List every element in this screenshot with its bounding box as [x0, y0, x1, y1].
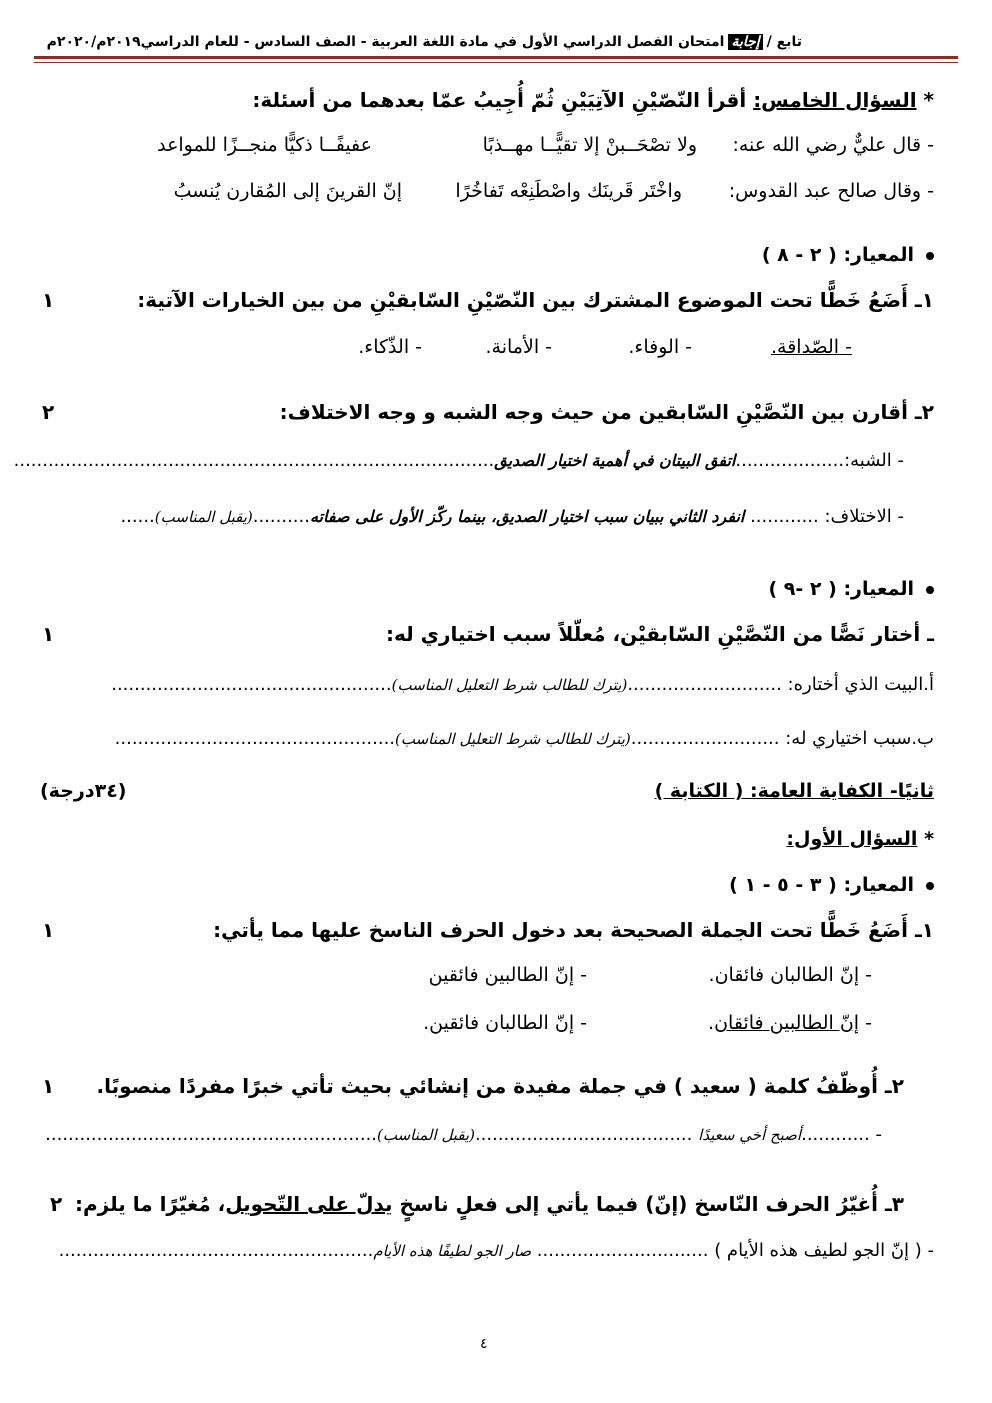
difference-line: - الاختلاف: ............ انفرد الثاني ببيان سبب اختيار الصديق، بينما ركّز الأول على صفاته..........(يقبل المناسب)......: [120, 506, 904, 527]
criterion-value: ( ٣ - ٥ - ١ ): [729, 874, 837, 896]
accept-note: (يقبل المناسب): [377, 1126, 475, 1144]
verse2-hemistich1: واخْتَر قَرينَك واصْطَنِعْه تَفاخُرًا: [455, 180, 682, 202]
dash: -: [875, 1124, 882, 1145]
item1-option-intelligence: - الذّكاء.: [358, 336, 422, 358]
similarity-line: - الشبه:...................اتفق البيتان في أهمية اختيار الصديق....................................................................................: [13, 450, 904, 471]
criterion-2: [768, 578, 934, 600]
header-rule-thick: [34, 56, 958, 59]
similarity-answer: اتفق البيتان في أهمية اختيار الصديق: [494, 451, 736, 470]
header-rule-thin: [34, 62, 958, 63]
item5-answer-line: - ............أصبح أخي سعيدًا ......................................(يقبل المناسب)..........................................................: [45, 1124, 882, 1145]
star-mark: *: [924, 828, 934, 850]
item4-option-1: - إنّ الطالبان فائقان.: [708, 964, 872, 986]
criterion-value: ( ٢ - ٨ ): [761, 244, 837, 266]
bullet-icon: [926, 882, 934, 890]
section2-title: ثانيًا- الكفاية العامة: ( الكتابة ): [654, 780, 934, 802]
page-number: ٤: [480, 1336, 488, 1352]
item4-option-2: - إنّ الطالبين فائقين: [428, 964, 587, 986]
page-header: [47, 34, 802, 50]
criterion-value: ( ٢ -٩ ): [768, 578, 837, 600]
accept-note: (يقبل المناسب): [154, 508, 253, 526]
correct-option: إنّ الطالبين فائقان: [714, 1012, 860, 1034]
item4-option-3: [708, 1012, 872, 1034]
item3-b-answer: (يترك للطالب شرط التعليل المناسب): [395, 730, 631, 748]
item3-b-line: ب.سبب اختياري له: ..........................(يترك للطالب شرط التعليل المناسب).................................................: [114, 728, 934, 749]
item1-option-loyalty: - الوفاء.: [628, 336, 692, 358]
option-label: - الصّداقة.: [770, 336, 852, 358]
item1-text: ١ـ أَضَعُ خَطًّا تحت الموضوع المشترك بين النّصّيْنِ السّابقيْنِ من بين الخيارات الآتية:: [137, 288, 934, 312]
difference-answer: انفرد الثاني ببيان سبب اختيار الصديق، بينما ركّز الأول على صفاته: [309, 507, 745, 526]
item6-text: [75, 1192, 904, 1216]
item3-mark: ١: [42, 622, 55, 646]
item2-mark: ٢: [42, 400, 55, 424]
bullet-icon: [926, 586, 934, 594]
verse1-hemistich1: ولا تصْحَــبنْ إلا تقيًّــا مهــذبًا: [482, 134, 697, 156]
item3-text: ـ أختار نَصًّا من النّصَّيْنِ السّابقيْن، مُعلّلاً سبب اختياري له:: [386, 622, 934, 646]
verse2-hemistich2: إنّ القرينَ إلى المُقارن يُنسبُ: [173, 180, 402, 202]
option-prefix: -: [859, 1012, 872, 1034]
criterion-label: المعيار:: [843, 874, 914, 896]
header-part2: امتحان الفصل الدراسي الأول في مادة اللغة العربية - الصف السادس - للعام الدراسي٢٠١٩م/٢٠٢٠م: [46, 34, 725, 50]
section2-grade: (٣٤درجة): [40, 780, 127, 802]
item6-text-b: ، مُغيّرًا ما يلزم:: [74, 1192, 226, 1216]
verse1-intro: - قال عليٌّ رضي الله عنه:: [732, 134, 934, 156]
criterion-label: المعيار:: [843, 578, 914, 600]
item6-mark: ٢: [50, 1192, 63, 1216]
q5-instruction: أقرأ النّصّيْنِ الآتِيَيْنِ ثُمّ أُجِيبُ عمّا بعدهما من أسئلة:: [252, 88, 754, 112]
q5-title: السؤال الخامس:: [753, 88, 917, 112]
item6-text-a: ٣ـ أُغيّرُ الحرف النّاسخ (إنّ) فيما يأتي إلى فعلٍ ناسخٍ: [392, 1192, 904, 1216]
verse2-intro: - وقال صالح عبد القدوس:: [728, 180, 934, 202]
item4-option-4: - إنّ الطالبان فائقين.: [423, 1012, 587, 1034]
item3-a-line: أ.البيت الذي أختاره: ...........................(يترك للطالب شرط التعليل المناسب).................................................: [111, 674, 934, 695]
item5-mark: ١: [42, 1074, 55, 1098]
item3-b-label: ب.سبب اختياري له:: [785, 728, 934, 749]
item5-text: ٢ـ أُوظّفُ كلمة ( سعيد ) في جملة مفيدة من إنشائي بحيث تأتي خبرًا مفردًا منصوبًا.: [96, 1074, 904, 1098]
verse1-hemistich2: عفيفًــا ذكيًّا منجــزًا للمواعد: [157, 134, 372, 156]
criterion-3: [729, 874, 934, 896]
criterion-label: المعيار:: [843, 244, 914, 266]
item1-mark: ١: [42, 288, 55, 312]
item2-text: ٢ـ أقارن بين النّصَّيْنِ السّابقين من حيث وجه الشبه و وجه الاختلاف:: [279, 400, 934, 424]
similarity-label: - الشبه:: [844, 450, 904, 471]
item6-answer-line: - ( إنّ الجو لطيف هذه الأيام ) .............................. صار الجو لطيفًا هذه الأيام.......................................................: [58, 1240, 934, 1261]
section2-q1: [786, 828, 934, 850]
item6-answer: صار الجو لطيفًا هذه الأيام: [373, 1242, 532, 1260]
option-suffix: .: [708, 1012, 715, 1034]
item1-option-friendship: [771, 336, 852, 358]
item6-sentence: - ( إنّ الجو لطيف هذه الأيام ): [714, 1240, 934, 1261]
item1-option-honesty: - الأمانة.: [485, 336, 552, 358]
q5-heading: [252, 88, 934, 112]
header-part1: تابع /: [766, 34, 802, 50]
difference-label: - الاختلاف:: [824, 506, 904, 527]
item6-underlined: يدلّ على التّحويل: [225, 1192, 393, 1216]
star-mark: *: [923, 88, 934, 112]
q1-title: السؤال الأول:: [786, 828, 918, 850]
item4-mark: ١: [42, 918, 55, 942]
item3-a-answer: (يترك للطالب شرط التعليل المناسب): [391, 676, 628, 694]
criterion-1: [762, 244, 934, 266]
bullet-icon: [926, 252, 934, 260]
item5-answer: أصبح أخي سعيدًا: [698, 1126, 802, 1144]
item3-a-label: أ.البيت الذي أختاره:: [787, 674, 934, 695]
item4-text: ١ـ أَضَعُ خَطًّا تحت الجملة الصحيحة بعد دخول الحرف الناسخ عليها مما يأتي:: [213, 918, 934, 942]
answer-badge: إجابة: [728, 34, 762, 50]
